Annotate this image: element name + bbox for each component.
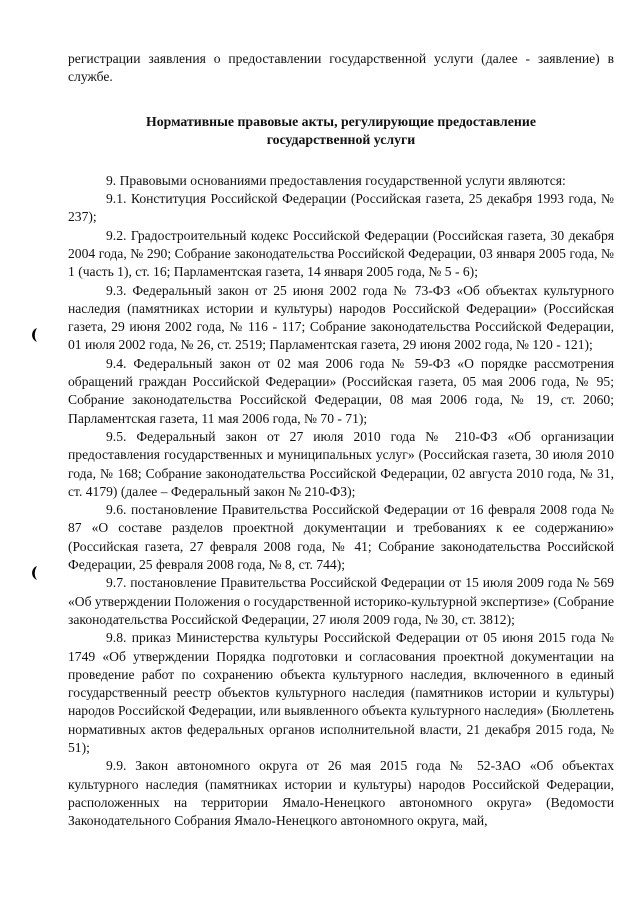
paragraph-9-4: 9.4. Федеральный закон от 02 мая 2006 года № 59-ФЗ «О порядке рассмотрения обращений граждан Российской Федерации» (Российская газета, 05 мая 2006 года, № 95; Собрание законодательства Российской Федерации, 08 мая 2006 года, № 19, ст. 2060; Парламентская газета, 11 мая 2006 года, № 70 - 71); bbox=[68, 355, 614, 426]
punch-hole-mark-icon bbox=[28, 565, 44, 581]
paragraph-9-5: 9.5. Федеральный закон от 27 июля 2010 года № 210-ФЗ «Об организации предоставления государственных и муниципальных услуг» (Российская газета, 30 июля 2010 года, № 168; Собрание законодательства Российской Федерации, 02 августа 2010 года, № 31, ст. 4179) (далее – Федеральный закон № 210-ФЗ); bbox=[68, 428, 614, 499]
paragraph-9-3: 9.3. Федеральный закон от 25 июня 2002 года № 73-ФЗ «Об объектах культурного наследия (памятниках истории и культуры) народов Российской Федерации» (Российская газета, 29 июня 2002 года, № 116 - 117; Собрание законодательства Российской Федерации, 01 июля 2002 года, № 26, ст. 2519; Парламентская газета, 29 июня 2002 года, № 120 - 121); bbox=[68, 282, 614, 353]
paragraph-9-9: 9.9. Закон автономного округа от 26 мая 2015 года № 52-ЗАО «Об объектах культурного наследия (памятниках истории и культуры) народов Российской Федерации, расположенных на территории Ямало-Ненецкого автономного округа» (Ведомости Законодательного Собрания Ямало-Ненецкого автономного округа, май, bbox=[68, 758, 614, 829]
section-heading-line-2: государственной услуги bbox=[266, 132, 416, 148]
paragraph-9-7: 9.7. постановление Правительства Российской Федерации от 15 июля 2009 года № 569 «Об утверждении Положения о государственной историко-культурной экспертизе» (Собрание законодательства Российской Федерации, 27 июля 2009 года, № 30, ст. 3812); bbox=[68, 575, 614, 627]
document-page bbox=[68, 50, 614, 830]
section-heading-line-1: Нормативные правовые акты, регулирующие предоставление bbox=[146, 113, 536, 129]
intro-paragraph: регистрации заявления о предоставлении государственной услуги (далее - заявление) в службе. bbox=[68, 51, 614, 85]
paragraph-9-2: 9.2. Градостроительный кодекс Российской Федерации (Российская газета, 30 декабря 2004 года, № 290; Собрание законодательства Российской Федерации, 03 января 2005 года, № 1 (часть 1), ст. 16; Парламентская газета, 14 января 2005 года, № 5 - 6); bbox=[68, 227, 614, 280]
paragraph-9: 9. Правовыми основаниями предоставления государственной услуги являются: bbox=[106, 172, 566, 188]
section-heading bbox=[68, 113, 614, 150]
paragraph-9-8: 9.8. приказ Министерства культуры Российской Федерации от 05 июня 2015 года № 1749 «Об утверждении Порядка подготовки и согласования проектной документации на проведение работ по сохранению объекта культурного наследия, включенного в единый государственный реестр объектов культурного наследия (памятников истории и культуры) народов Российской Федерации, или выявленного объекта культурного наследия» (Бюллетень нормативных актов федеральных органов исполнительной власти, 21 декабря 2015 года, № 51); bbox=[68, 630, 614, 755]
paragraph-9-6: 9.6. постановление Правительства Российской Федерации от 16 февраля 2008 года № 87 «О составе разделов проектной документации и требованиях к ее содержанию» (Российская газета, 27 февраля 2008 года, № 41; Собрание законодательства Российской Федерации, 25 февраля 2008 года, № 8, ст. 744); bbox=[68, 502, 614, 573]
punch-hole-mark-icon bbox=[28, 327, 44, 343]
paragraph-9-1: 9.1. Конституция Российской Федерации (Российская газета, 25 декабря 1993 года, № 237); bbox=[68, 191, 614, 225]
